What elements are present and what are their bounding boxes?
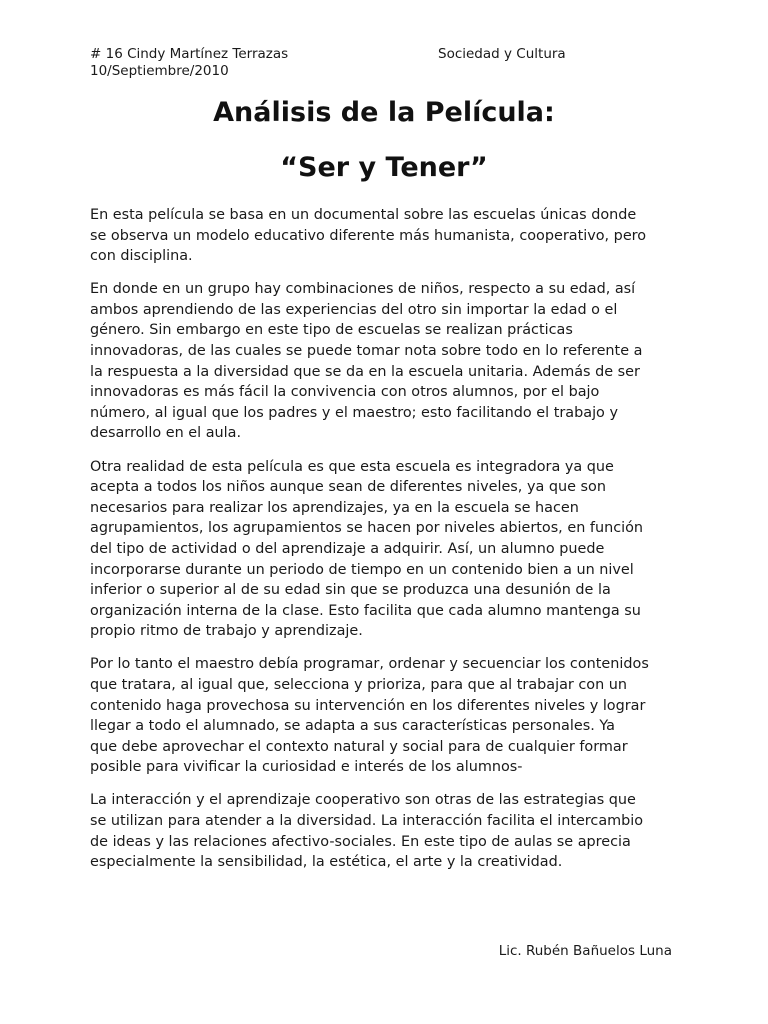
author-name: # 16 Cindy Martínez Terrazas (90, 46, 289, 62)
paragraph-2: En donde en un grupo hay combinaciones de niños, respecto a su edad, así ambos aprendiendo de las experiencias del otro sin importar la edad o el género. Sin embargo en este tipo de escuelas se realizan prácticas innovadoras, de las cuales se puede tomar nota sobre todo en lo referente a la respuesta a la diversidad que se da en la escuela unitaria. Además de ser innovadoras es más fácil la convivencia con otros alumnos, por el bajo número, al igual que los padres y el maestro; esto facilitando el trabajo y desarrollo en el aula. (90, 281, 643, 442)
movie-title: “Ser y Tener” (280, 152, 488, 183)
paragraph-1: En esta película se basa en un documental sobre las escuelas únicas donde se observa un modelo educativo diferente más humanista, cooperativo, pero con disciplina. (90, 207, 647, 265)
paragraph-3: Otra realidad de esta película es que esta escuela es integradora ya que acepta a todos los niños aunque sean de diferentes niveles, ya que son necesarios para realizar los aprendizajes, ya en la escuela se hacen agrupamientos, los agrupamientos se hacen por niveles abiertos, en función del tipo de actividad o del aprendizaje a adquirir. Así, un alumno puede incorporarse durante un periodo de tiempo en un contenido bien a un nivel inferior o superior al de su edad sin que se produzca una desunión de la organización interna de la clase. Esto facilita que cada alumno mantenga su propio ritmo de trabajo y aprendizaje. (90, 458, 644, 640)
document-header (90, 46, 690, 80)
signature: Lic. Rubén Bañuelos Luna (498, 943, 672, 959)
paragraph-5: La interacción y el aprendizaje cooperativo son otras de las estrategias que se utilizan para atender a la diversidad. La interacción facilita el intercambio de ideas y las relaciones afectivo-sociales. En este tipo de aulas se aprecia especialmente la sensibilidad, la estética, el arte y la creatividad. (90, 792, 644, 871)
page-title: Análisis de la Película: (213, 97, 555, 128)
document-date: 10/Septiembre/2010 (90, 63, 229, 79)
document-body (90, 205, 682, 885)
subject-name: Sociedad y Cultura (438, 46, 566, 62)
header-row-1 (90, 46, 690, 63)
paragraph-4: Por lo tanto el maestro debía programar, ordenar y secuenciar los contenidos que tratara, al igual que, selecciona y prioriza, para que al trabajar con un contenido haga provechosa su intervención en los diferentes niveles y lograr llegar a todo el alumnado, se adapta a sus características personales. Ya que debe aprovechar el contexto natural y social para de cualquier formar posible para vivificar la curiosidad e interés de los alumnos- (90, 656, 649, 776)
header-row-2 (90, 63, 690, 80)
